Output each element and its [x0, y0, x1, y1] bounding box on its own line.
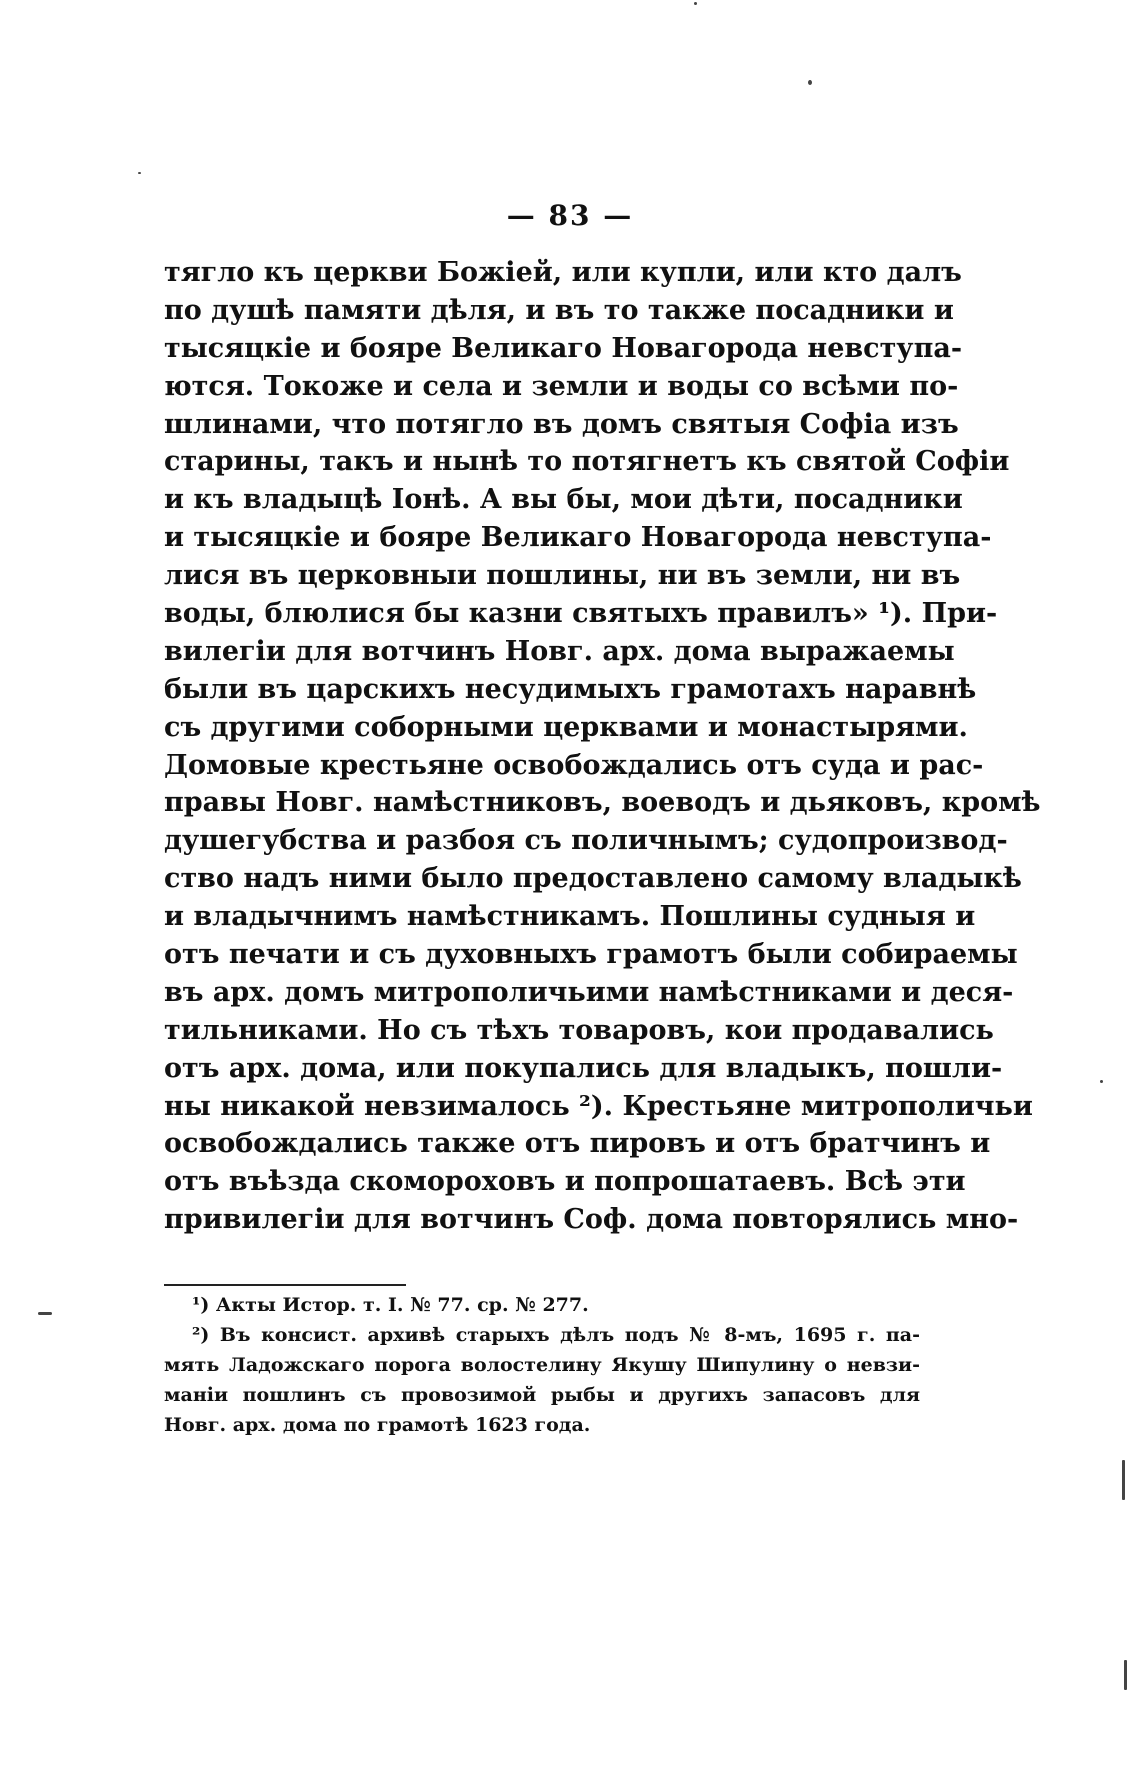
text-line: ются. Токоже и села и земли и воды со всѣми по- [164, 370, 959, 402]
text-line: и тысяцкіе и бояре Великаго Новагорода невступа- [164, 522, 992, 554]
text-line: ны никакой невзималось ²). Крестьяне митрополичьи [164, 1090, 1033, 1122]
text-line: отъ печати и съ духовныхъ грамотъ были собираемы [164, 939, 1018, 971]
scan-speck [694, 2, 697, 5]
text-line: старины, такъ и нынѣ то потягнетъ къ святой Софіи [164, 446, 1010, 478]
text-line: лися въ церковныи пошлины, ни въ земли, ни въ [164, 560, 961, 592]
text-line: ство надъ ними было предоставлено самому владыкѣ [164, 863, 1022, 895]
text-line: отъ въѣзда скомороховъ и попрошатаевъ. Всѣ эти [164, 1166, 966, 1198]
text-line: и къ владыцѣ Іонѣ. А вы бы, мои дѣти, посадники [164, 484, 963, 516]
text-line: были въ царскихъ несудимыхъ грамотахъ наравнѣ [164, 673, 977, 705]
text-line: душегубства и разбоя съ поличнымъ; судопроизвод- [164, 825, 1008, 857]
text-line: и владычнимъ намѣстникамъ. Пошлины судныя и [164, 901, 976, 933]
text-line: привилегіи для вотчинъ Соф. дома повторялись мно- [164, 1204, 1019, 1236]
text-line: шлинами, что потягло въ домъ святыя Софіа изъ [164, 408, 959, 440]
text-line: освобождались также отъ пировъ и отъ братчинъ и [164, 1128, 991, 1160]
footnote-line: мять Ладожскаго порога волостелину Якушу Шипулину о невзи- [164, 1354, 920, 1376]
footnote-line: маніи пошлинъ съ провозимой рыбы и другихъ запасовъ для [164, 1384, 920, 1406]
text-line: въ арх. домъ митрополичьими намѣстниками и деся- [164, 976, 1014, 1008]
scan-speck [38, 1312, 52, 1315]
footnote-line: ¹) Акты Истор. т. I. № 77. ср. № 277. [192, 1294, 589, 1316]
scan-speck [808, 80, 812, 85]
scan-speck [1122, 1460, 1125, 1500]
text-line: тысяцкіе и бояре Великаго Новагорода невступа- [164, 332, 963, 364]
text-line: съ другими соборными церквами и монастырями. [164, 711, 968, 743]
text-line: отъ арх. дома, или покупались для владыкъ, пошли- [164, 1052, 1003, 1084]
scan-speck [1124, 1660, 1127, 1690]
text-line: тягло къ церкви Божіей, или купли, или кто далъ [164, 257, 962, 288]
scan-speck [1100, 1080, 1103, 1083]
text-line: воды, блюлися бы казни святыхъ правилъ» ¹). При- [164, 598, 998, 630]
footnote-line: ²) Въ консист. архивѣ старыхъ дѣлъ подъ № 8-мъ, 1695 г. па- [192, 1324, 920, 1346]
text-line: по душѣ памяти дѣля, и въ то также посадники и [164, 294, 954, 326]
text-line: вилегіи для вотчинъ Новг. арх. дома выражаемы [164, 635, 955, 667]
footnote-divider [164, 1284, 406, 1286]
text-line: правы Новг. намѣстниковъ, воеводъ и дьяковъ, кромѣ [164, 787, 1041, 819]
footnote-line: Новг. арх. дома по грамотѣ 1623 года. [164, 1414, 591, 1436]
text-line: тильниками. Но съ тѣхъ товаровъ, кои продавались [164, 1014, 994, 1046]
text-line: Домовые крестьяне освобождались отъ суда и рас- [164, 749, 984, 781]
scan-speck [138, 172, 141, 174]
main-text [164, 254, 1041, 1239]
page-number: — 83 — [506, 199, 634, 232]
footnotes [164, 1290, 920, 1440]
